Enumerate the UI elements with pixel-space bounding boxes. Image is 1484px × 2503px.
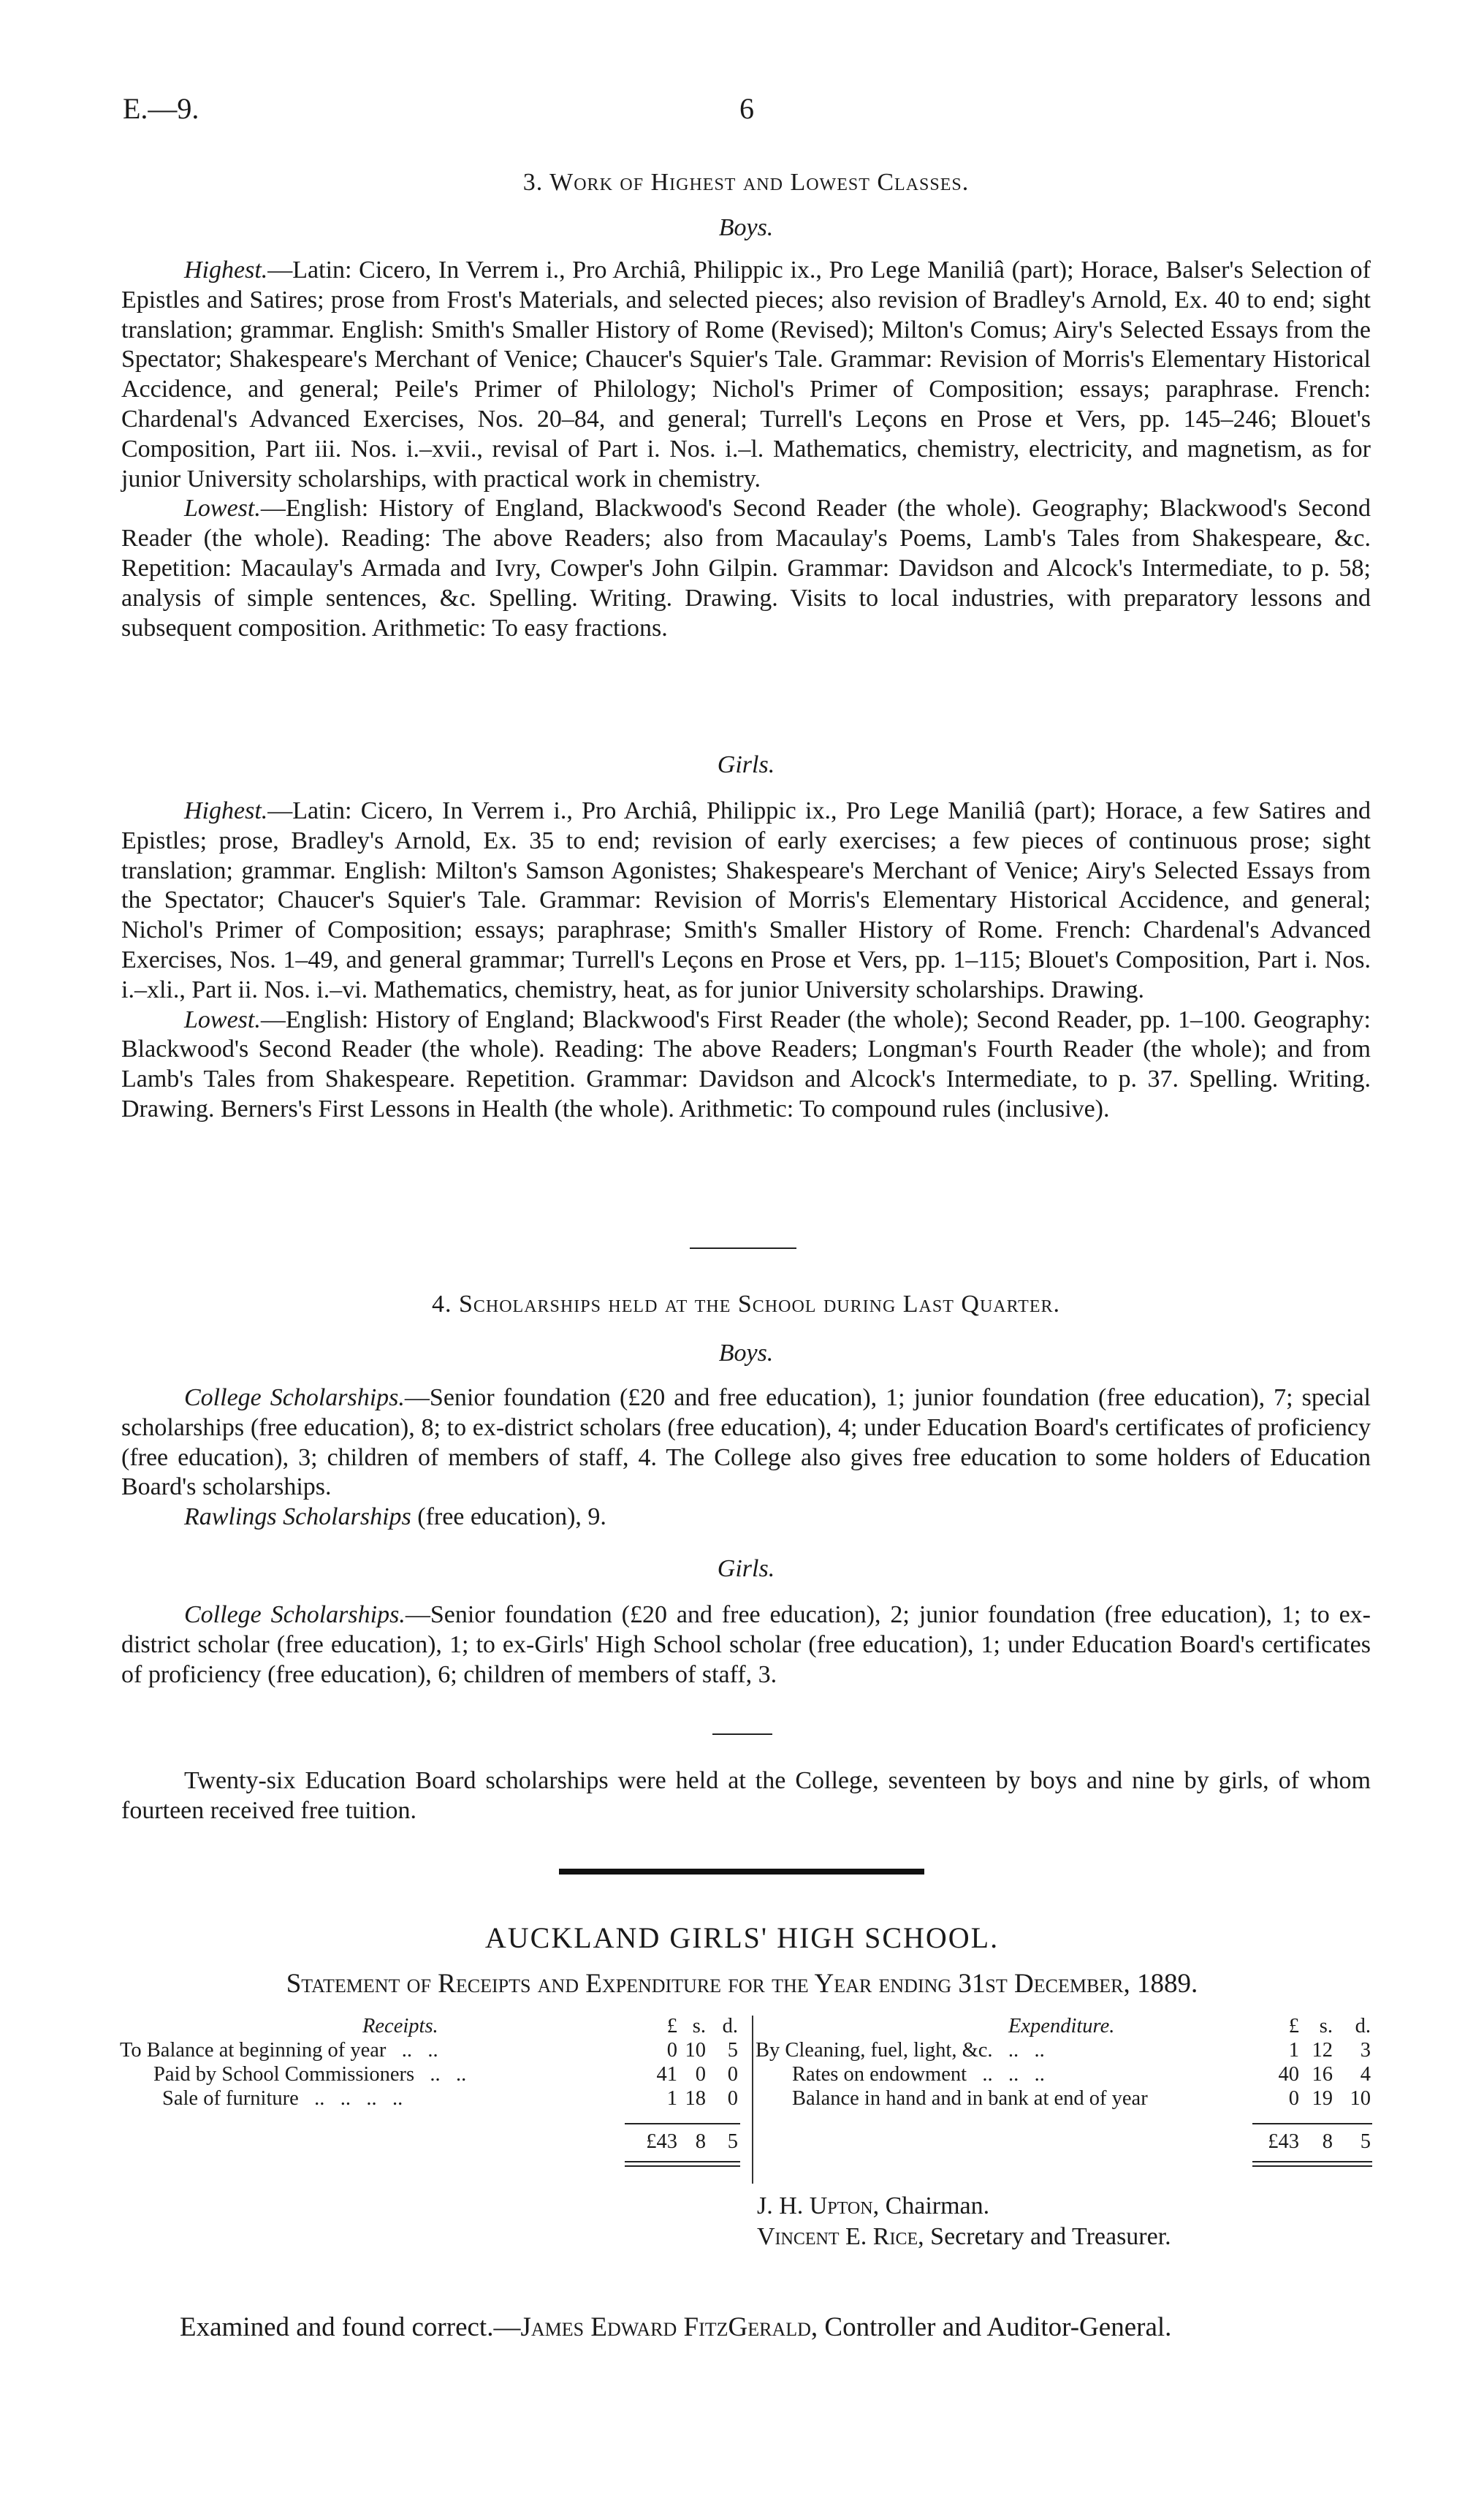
expenditure-heading: Expenditure. [1008,2015,1115,2037]
section3-girls-body [121,797,1371,1125]
scholarship-summary [121,1766,1371,1826]
auditor-title: , Controller and Auditor-General. [810,2312,1172,2342]
receipts-row-pence: 0 [727,2063,738,2086]
expenditure-row-shillings: 16 [1312,2063,1333,2086]
receipts-total-pounds: £43 [646,2130,677,2153]
receipts-heading: Receipts. [362,2015,438,2037]
section-divider-short [712,1733,772,1735]
receipts-row-label: To Balance at beginning of year .. .. [120,2039,438,2062]
receipts-row-pence: 5 [727,2039,738,2062]
section3-title: 3. Work of Highest and Lowest Classes. [522,169,970,196]
expenditure-row-shillings: 19 [1312,2087,1333,2110]
section3-boys-heading: Boys. [718,214,774,241]
receipts-total-rule [625,2123,740,2124]
boys-lowest-text: —English: History of England, Blackwood's Second Reader (the whole). Geography; Blackwood's Second Reader (the whole). Reading: The above Readers; also from Macaulay's Poems, Lamb's Tales from Shakespeare, &c. Repetition: Macaulay's Armada and Ivry, Cowper's John Gilpin. Grammar: Davidson and Alcock's Intermediate, to p. 58; analysis of simple sentences, &c. Spelling. Writing. Drawing. Visits to local industries, with preparatory lessons and subsequent composition. Arithmetic: To easy fractions. [121,495,1371,642]
girls-highest-paragraph [121,797,1371,1006]
section4-title: 4. Scholarships held at the School during Last Quarter. [431,1291,1061,1318]
girls-college-paragraph [121,1600,1371,1690]
boys-rawlings-text: (free education), 9. [411,1503,606,1531]
boys-college-text: —Senior foundation (£20 and free education), 1; junior foundation (free education), 7; special scholarships (free education), 8; to ex-district scholars (free education), 4; under Education Board's certificates of proficiency (free education), 3; children of members of staff, 4. The College also gives free education to some holders of Education Board's scholarships. [121,1384,1371,1501]
boys-college-paragraph [121,1383,1371,1503]
examined-prefix: Examined and found correct.— [180,2312,521,2342]
section3-girls-heading: Girls. [717,751,775,778]
receipts-shilling-header: s. [692,2015,706,2037]
expenditure-row-shillings: 12 [1312,2039,1333,2062]
boys-lowest-paragraph [121,494,1371,643]
chairman-name: J. H. Upton [757,2192,873,2219]
expenditure-row-pounds: 0 [1288,2087,1299,2110]
summary-paragraph: Twenty-six Education Board scholarships were held at the College, seventeen by boys and nine by girls, of whom fourteen received free tuition. [121,1767,1371,1824]
auditor-certification [180,2312,1171,2343]
girls-lowest-text: —English: History of England; Blackwood's First Reader (the whole); Second Reader, pp. 1–100. Geography: Blackwood's Second Reader (the whole). Reading: The above Readers; Longman's Fourth Reader (the whole); and from Lamb's Tales from Shakespeare. Repetition. Grammar: Davidson and Alcock's Intermediate, to p. 37. Spelling. Writing. Drawing. Berners's First Lessons in Health (the whole). Arithmetic: To compound rules (inclusive). [121,1006,1371,1123]
boys-rawlings-paragraph [121,1503,1371,1532]
receipts-row-pounds: 41 [656,2063,677,2086]
section4-boys-body [121,1383,1371,1532]
expenditure-double-rule-b [1252,2165,1372,2167]
page-number: 6 [739,92,754,125]
girls-college-text: —Senior foundation (£20 and free education), 2; junior foundation (free education), 1; to ex-district scholar (free education), 1; to ex-Girls' High School scholar (free education), 1; under Education Board's certificates of proficiency (free education), 6; children of members of staff, 3. [121,1601,1371,1688]
account-column-divider [752,2016,753,2184]
boys-highest-paragraph [121,256,1371,494]
receipts-row-shillings: 10 [685,2039,706,2062]
boys-lowest-label: Lowest. [184,495,261,523]
expenditure-shilling-header: s. [1319,2015,1333,2037]
secretary-name: Vincent E. Rice [757,2223,918,2250]
receipts-row-pence: 0 [727,2087,738,2110]
boys-college-label: College Scholarships. [184,1384,405,1411]
boys-highest-label: Highest. [184,257,268,284]
expenditure-pence-header: d. [1355,2015,1371,2037]
expenditure-row-pence: 3 [1360,2039,1371,2062]
receipts-pence-header: d. [722,2015,738,2037]
expenditure-row-label: Rates on endowment .. .. .. [792,2063,1045,2086]
heavy-section-rule [559,1869,924,1875]
expenditure-row-pence: 4 [1360,2063,1371,2086]
receipts-total-shillings: 8 [695,2130,706,2153]
expenditure-total-pence: 5 [1360,2130,1371,2153]
expenditure-total-pounds: £43 [1268,2130,1299,2153]
expenditure-row-pence: 10 [1350,2087,1371,2110]
receipts-pound-header: £ [666,2015,677,2037]
auditor-name: James Edward FitzGerald [520,2312,811,2342]
section3-boys-body [121,256,1371,643]
receipts-row-label: Sale of furniture .. .. .. .. [162,2087,403,2110]
boys-rawlings-label: Rawlings Scholarships [184,1503,411,1531]
receipts-row-pounds: 0 [666,2039,677,2062]
girls-college-label: College Scholarships. [184,1601,406,1628]
statement-title: Statement of Receipts and Expenditure for the Year ending 31st December, 1889. [286,1969,1198,1999]
expenditure-row-label: Balance in hand and in bank at end of year [792,2087,1148,2110]
chairman-role: , Chairman. [872,2192,990,2219]
receipts-row-shillings: 0 [695,2063,706,2086]
receipts-row-label: Paid by School Commissioners .. .. [153,2063,467,2086]
receipts-total-pence: 5 [727,2130,738,2153]
girls-highest-text: —Latin: Cicero, In Verrem i., Pro Archiâ, Philippic ix., Pro Lege Maniliâ (part); Horace, a few Satires and Epistles; prose, Bradley's Arnold, Ex. 35 to end; revision of early exercises; a few pieces of continuous prose; sight translation; grammar. English: Milton's Samson Agonistes; Shakespeare's Merchant of Venice; Airy's Selected Essays from the Spectator; Chaucer's Squier's Tale. Grammar: Revision of Morris's Elementary Historical Accidence, and general; Nichol's Primer of Composition; essays; paraphrase; Smith's Smaller History of Rome. French: Chardenal's Advanced Exercises, Nos. 1–49, and general grammar; Turrell's Leçons en Prose et Vers, pp. 1–115; Blouet's Composition, Part i. Nos. i.–xli., Part ii. Nos. i.–vi. Mathematics, chemistry, heat, as for junior University scholarships. Drawing. [121,797,1371,1003]
expenditure-row-label: By Cleaning, fuel, light, &c. .. .. [756,2039,1045,2062]
document-reference: E.—9. [123,92,199,125]
signature-secretary [757,2223,1171,2251]
girls-lowest-paragraph [121,1006,1371,1125]
expenditure-row-pounds: 40 [1278,2063,1299,2086]
expenditure-row-pounds: 1 [1288,2039,1299,2062]
section4-girls-heading: Girls. [717,1555,775,1582]
girls-lowest-label: Lowest. [184,1006,261,1033]
section4-girls-body [121,1600,1371,1690]
section4-boys-heading: Boys. [718,1340,774,1367]
receipts-row-pounds: 1 [666,2087,677,2110]
expenditure-double-rule-a [1252,2161,1372,2162]
section-divider [690,1247,796,1249]
expenditure-total-rule [1252,2123,1372,2124]
school-title: AUCKLAND GIRLS' HIGH SCHOOL. [484,1921,1000,1954]
secretary-role: , Secretary and Treasurer. [918,2223,1171,2250]
girls-highest-label: Highest. [184,797,268,824]
receipts-row-shillings: 18 [685,2087,706,2110]
expenditure-total-shillings: 8 [1322,2130,1333,2153]
expenditure-pound-header: £ [1288,2015,1299,2037]
receipts-double-rule-a [625,2161,740,2162]
boys-highest-text: —Latin: Cicero, In Verrem i., Pro Archiâ, Philippic ix., Pro Lege Maniliâ (part); Horace, Balser's Selection of Epistles and Satires; prose from Frost's Materials, and selected pieces; also revision of Bradley's Arnold, Ex. 40 to end; sight translation; grammar. English: Smith's Smaller History of Rome (Revised); Milton's Comus; Airy's Selected Essays from the Spectator; Shakespeare's Merchant of Venice; Chaucer's Squier's Tale. Grammar: Revision of Morris's Elementary Historical Accidence, and general; Peile's Primer of Philology; Nichol's Primer of Composition; essays; paraphrase. French: Chardenal's Advanced Exercises, Nos. 20–84, and general; Turrell's Leçons en Prose et Vers, pp. 145–246; Blouet's Composition, Part iii. Nos. i.–xvii., revisal of Part i. Nos. i.–l. Mathematics, chemistry, electricity, and magnetism, as for junior University scholarships, with practical work in chemistry. [121,257,1371,493]
receipts-double-rule-b [625,2165,740,2167]
signature-chairman [757,2192,989,2220]
